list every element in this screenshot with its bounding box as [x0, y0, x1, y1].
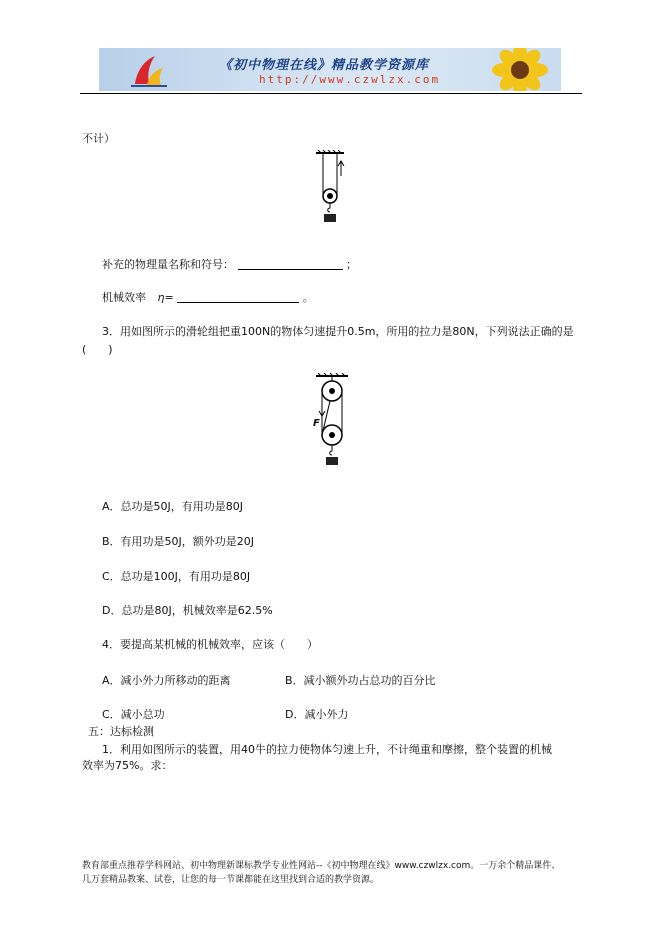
header-banner: [99, 48, 561, 91]
fill2-answer-blank[interactable]: [177, 291, 299, 303]
q3-option-d: D．总功是80J，机械效率是62.5%: [102, 604, 273, 617]
q3-text: 3．用如图所示的滑轮组把重100N的物体匀速提升0.5m，所用的拉力是80N，下列说法正确的是: [102, 325, 574, 338]
fill1-line: [102, 256, 357, 272]
q3-answer-paren: ( ): [82, 343, 113, 356]
q4-option-b: B．减小额外功占总功的百分比: [285, 674, 436, 687]
s5-q1-line2: 效率为75%。求：: [82, 759, 173, 772]
fill2-end: 。: [302, 291, 314, 304]
sunflower-icon: [485, 48, 555, 91]
s5-q1-line1: 1．利用如图所示的装置，用40牛的拉力使物体匀速上升，不计绳重和摩擦，整个装置的机械: [102, 743, 552, 756]
banner-title: 《初中物理在线》精品教学资源库: [219, 58, 430, 73]
section5-title: 五：达标检测: [88, 725, 154, 738]
footer-line2: 几万套精品教案、试卷，让您的每一节课都能在这里找到合适的教学资源。: [82, 875, 380, 885]
q4-text: 4．要提高某机械的机械效率，应该（ ）: [102, 638, 318, 651]
q3-option-a: A．总功是50J，有用功是80J: [102, 500, 244, 513]
force-label-f: F: [313, 418, 320, 429]
q4-option-d: D．减小外力: [285, 708, 349, 721]
fill1-end: ；: [346, 258, 357, 271]
q3-option-c: C．总功是100J，有用功是80J: [102, 570, 251, 583]
pulley-figure-1: [310, 150, 350, 228]
fill1-answer-blank[interactable]: [238, 258, 343, 270]
footer-line1: 教育部重点推荐学科网站、初中物理新课标教学专业性网站--《初中物理在线》www.czwlzx.com。一万余个精品课件、: [82, 861, 561, 871]
q4-option-c: C．减小总功: [102, 708, 165, 721]
fill2-line: [102, 289, 314, 305]
banner-url[interactable]: http://www.czwlzx.com: [259, 73, 441, 86]
q3-option-b: B．有用功是50J，额外功是20J: [102, 535, 255, 548]
q4-option-a: A．减小外力所移动的距离: [102, 674, 231, 687]
fill1-label: 补充的物理量名称和符号：: [102, 258, 234, 271]
site-logo-icon: [129, 52, 169, 88]
header-rule: [80, 93, 582, 94]
fill2-label: 机械效率: [102, 291, 146, 304]
fill2-symbol: η=: [157, 291, 174, 304]
intro-fragment: 不计）: [82, 132, 115, 145]
